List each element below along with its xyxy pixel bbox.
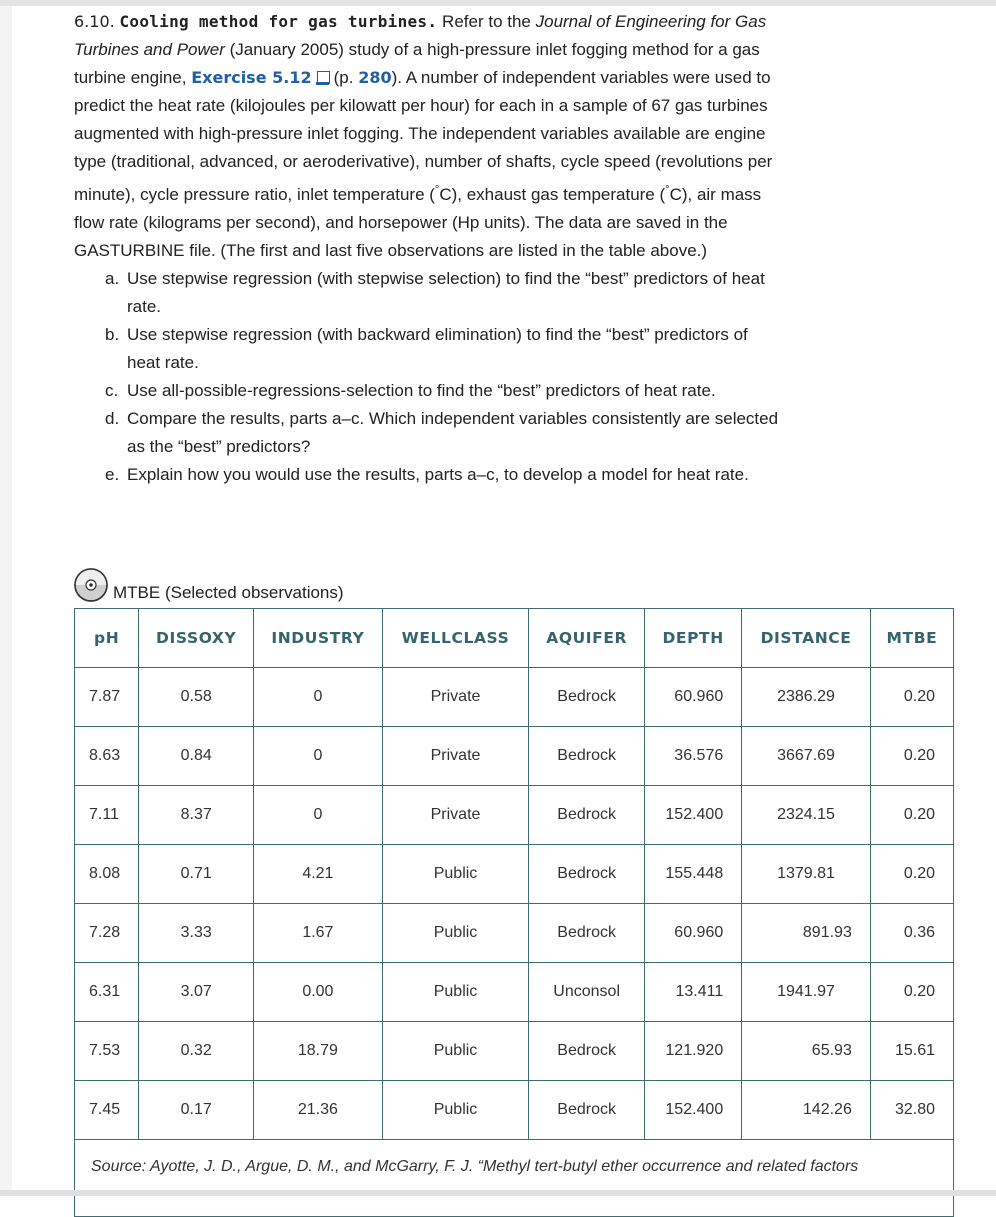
exercise-part — [105, 377, 785, 405]
page-open: (p. — [333, 68, 354, 87]
exercise-text-3: A number of independent variables were used to predict the heat rate (kilojoules per kilowatt per hour) for each in a sample of 67 gas turbines augmented with high-pressure inlet fogging. The independent variables available are engine type (traditional, advanced, or aeroderivative), number of shafts, cycle speed (revolutions per minute), cycle pressure ratio, inlet temperature ( — [74, 68, 773, 204]
table-source-note: Source: Ayotte, J. D., Argue, D. M., and McGarry, F. J. “Methyl tert-butyl ether occurrence and related factors — [75, 1140, 954, 1217]
cell-distance: 1379.81 — [742, 845, 871, 904]
cell-mtbe: 0.20 — [870, 727, 953, 786]
part-text: Use all-possible-regressions-selection to find the “best” predictors of heat rate. — [127, 381, 716, 400]
cell-ph: 7.87 — [75, 668, 139, 727]
exercise-part — [105, 405, 785, 461]
table-row — [75, 1081, 954, 1140]
left-gutter — [0, 6, 12, 1192]
cell-industry: 4.21 — [254, 845, 383, 904]
column-header: WELLCLASS — [382, 609, 529, 668]
cell-aquifer: Bedrock — [529, 1081, 645, 1140]
cd-disc-icon[interactable] — [74, 568, 108, 602]
exercise-parts-list — [105, 265, 785, 489]
part-letter: a. — [105, 269, 120, 288]
cell-dissoxy: 8.37 — [139, 786, 254, 845]
cell-depth: 60.960 — [645, 668, 742, 727]
cell-distance: 891.93 — [742, 904, 871, 963]
cell-aquifer: Unconsol — [529, 963, 645, 1022]
cell-wellclass: Private — [382, 786, 529, 845]
cell-mtbe: 0.20 — [870, 786, 953, 845]
cell-mtbe: 0.20 — [870, 963, 953, 1022]
cell-dissoxy: 0.84 — [139, 727, 254, 786]
table-row — [75, 963, 954, 1022]
exercise-part — [105, 265, 785, 321]
exercise-text-2: (January 2005) study of a high-pressure inlet fogging method for a gas turbine engine, — [74, 40, 760, 87]
cell-mtbe: 0.36 — [870, 904, 953, 963]
cell-distance: 3667.69 — [742, 727, 871, 786]
cell-ph: 7.28 — [75, 904, 139, 963]
mtbe-data-table — [74, 608, 954, 1217]
page-reference-link[interactable]: 280 — [358, 68, 392, 87]
cell-industry: 1.67 — [254, 904, 383, 963]
cell-ph: 8.08 — [75, 845, 139, 904]
table-row — [75, 845, 954, 904]
column-header: DEPTH — [645, 609, 742, 668]
exercise-block — [74, 8, 779, 489]
exercise-text-5: C), air mass flow rate (kilograms per second), and horsepower (Hp units). The data are saved in the GASTURBINE file. (The first and last five observations are listed in the table above.) — [74, 185, 762, 260]
column-header: DISTANCE — [742, 609, 871, 668]
cell-dissoxy: 0.58 — [139, 668, 254, 727]
part-letter: b. — [105, 325, 120, 344]
table-header-row — [75, 609, 954, 668]
cell-depth: 152.400 — [645, 1081, 742, 1140]
cell-distance: 1941.97 — [742, 963, 871, 1022]
table-row — [75, 727, 954, 786]
table-caption: MTBE (Selected observations) — [113, 583, 344, 602]
table-row — [75, 668, 954, 727]
exercise-text-4: C), exhaust gas temperature ( — [439, 185, 666, 204]
degree-sign: ° — [665, 184, 670, 196]
degree-sign: ° — [434, 184, 440, 196]
cell-wellclass: Public — [382, 1022, 529, 1081]
cell-mtbe: 32.80 — [870, 1081, 953, 1140]
table-row — [75, 904, 954, 963]
cell-industry: 21.36 — [254, 1081, 383, 1140]
cell-industry: 0.00 — [254, 963, 383, 1022]
cell-dissoxy: 3.07 — [139, 963, 254, 1022]
cell-mtbe: 15.61 — [870, 1022, 953, 1081]
column-header: pH — [75, 609, 139, 668]
cell-industry: 0 — [254, 668, 383, 727]
cell-industry: 0 — [254, 786, 383, 845]
window-link-icon[interactable] — [317, 71, 330, 84]
column-header: DISSOXY — [139, 609, 254, 668]
cell-dissoxy: 0.32 — [139, 1022, 254, 1081]
cell-aquifer: Bedrock — [529, 845, 645, 904]
cell-distance: 65.93 — [742, 1022, 871, 1081]
cell-aquifer: Bedrock — [529, 727, 645, 786]
cell-aquifer: Bedrock — [529, 786, 645, 845]
cell-depth: 155.448 — [645, 845, 742, 904]
bottom-border — [0, 1190, 996, 1196]
cell-depth: 13.411 — [645, 963, 742, 1022]
cell-dissoxy: 0.17 — [139, 1081, 254, 1140]
cell-ph: 7.45 — [75, 1081, 139, 1140]
cell-industry: 18.79 — [254, 1022, 383, 1081]
cell-wellclass: Public — [382, 904, 529, 963]
column-header: AQUIFER — [529, 609, 645, 668]
cell-depth: 36.576 — [645, 727, 742, 786]
cell-aquifer: Bedrock — [529, 668, 645, 727]
cell-depth: 60.960 — [645, 904, 742, 963]
exercise-reference-link[interactable]: Exercise 5.12 — [191, 68, 312, 87]
exercise-number: 6.10. — [74, 12, 115, 31]
exercise-text-1: Refer to the — [442, 12, 531, 31]
cell-depth: 121.920 — [645, 1022, 742, 1081]
part-letter: d. — [105, 409, 120, 428]
cell-wellclass: Public — [382, 963, 529, 1022]
exercise-paragraph — [74, 8, 774, 265]
cell-ph: 8.63 — [75, 727, 139, 786]
cell-distance: 2386.29 — [742, 668, 871, 727]
cell-dissoxy: 0.71 — [139, 845, 254, 904]
cell-distance: 142.26 — [742, 1081, 871, 1140]
exercise-part — [105, 321, 785, 377]
cell-wellclass: Public — [382, 1081, 529, 1140]
column-header: MTBE — [870, 609, 953, 668]
column-header: INDUSTRY — [254, 609, 383, 668]
cell-aquifer: Bedrock — [529, 1022, 645, 1081]
cell-distance: 2324.15 — [742, 786, 871, 845]
cell-ph: 6.31 — [75, 963, 139, 1022]
cell-mtbe: 0.20 — [870, 668, 953, 727]
exercise-title: Cooling method for gas turbines. — [119, 12, 438, 31]
table-source-row — [75, 1140, 954, 1217]
cell-wellclass: Private — [382, 668, 529, 727]
part-letter: e. — [105, 465, 120, 484]
cell-ph: 7.53 — [75, 1022, 139, 1081]
top-border — [0, 0, 996, 6]
cell-wellclass: Private — [382, 727, 529, 786]
cell-dissoxy: 3.33 — [139, 904, 254, 963]
cell-depth: 152.400 — [645, 786, 742, 845]
exercise-part — [105, 461, 785, 489]
part-text: Use stepwise regression (with backward elimination) to find the “best” predictors of heat rate. — [127, 325, 748, 372]
cell-industry: 0 — [254, 727, 383, 786]
page-close: ). — [391, 68, 402, 87]
cell-wellclass: Public — [382, 845, 529, 904]
part-text: Explain how you would use the results, parts a–c, to develop a model for heat rate. — [127, 465, 749, 484]
cell-ph: 7.11 — [75, 786, 139, 845]
cell-aquifer: Bedrock — [529, 904, 645, 963]
table-row — [75, 786, 954, 845]
table-row — [75, 1022, 954, 1081]
part-text: Compare the results, parts a–c. Which independent variables consistently are selected as the “best” predictors? — [127, 409, 779, 456]
journal-name: Journal of Engineering for Gas Turbines and Power — [74, 12, 767, 59]
cell-mtbe: 0.20 — [870, 845, 953, 904]
part-letter: c. — [105, 381, 119, 400]
part-text: Use stepwise regression (with stepwise selection) to find the “best” predictors of heat rate. — [127, 269, 765, 316]
